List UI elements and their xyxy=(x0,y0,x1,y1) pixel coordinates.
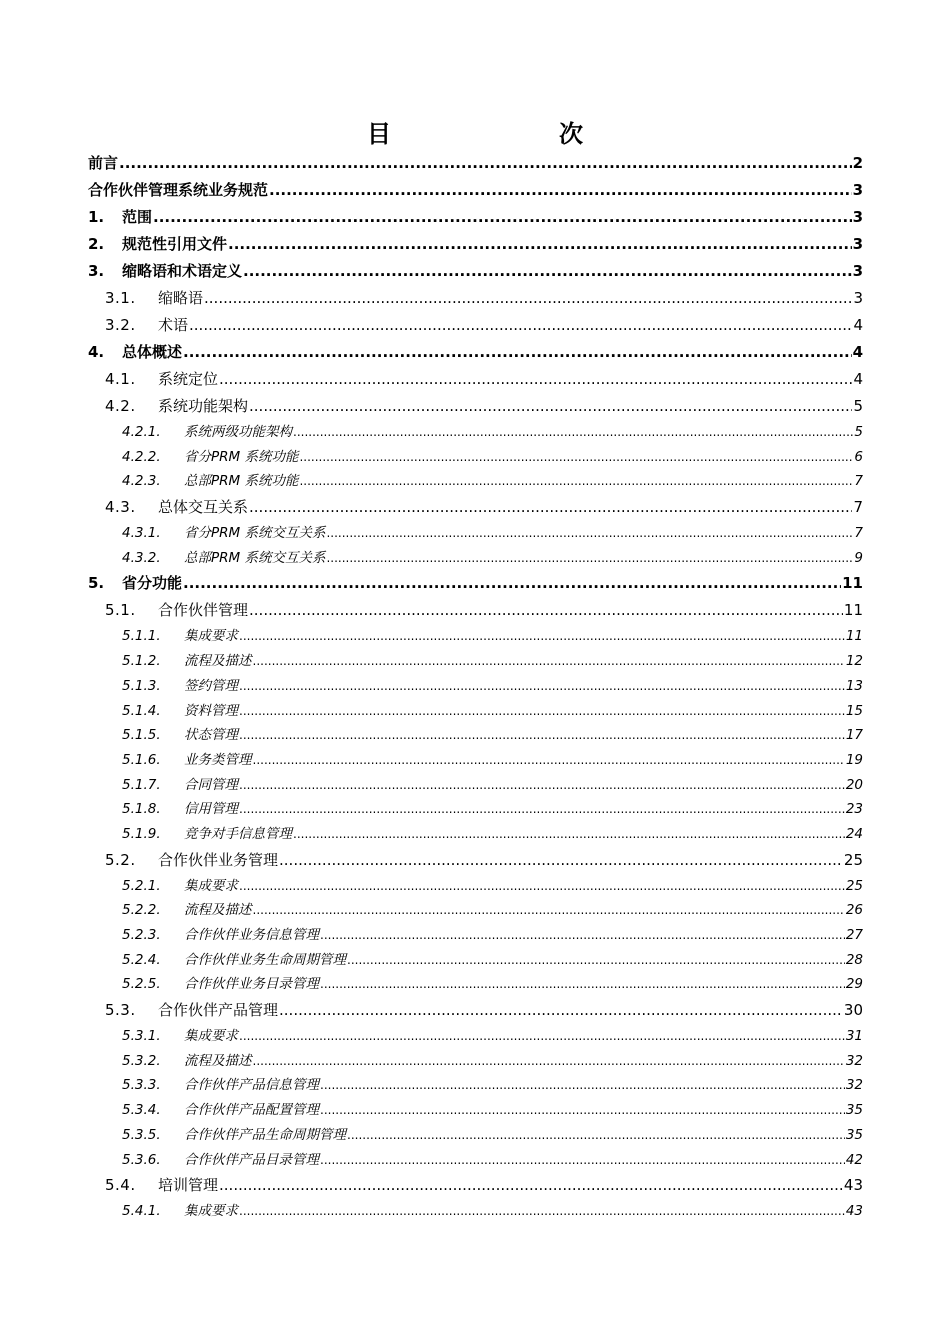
toc-entry-page: 11 xyxy=(843,601,863,620)
toc-entry[interactable] xyxy=(88,624,863,649)
toc-entry-page: 3 xyxy=(852,262,863,280)
toc-entry-number: 5.1.3. xyxy=(122,677,161,694)
toc-entry-title: 省分PRM 系统交互关系 xyxy=(184,525,326,542)
toc-entry-title: 合作伙伴产品管理 xyxy=(158,1001,279,1020)
toc-entry[interactable] xyxy=(88,494,863,521)
toc-dot-leader xyxy=(228,231,852,258)
toc-dot-leader xyxy=(279,997,843,1024)
toc-dot-leader xyxy=(253,1049,845,1074)
toc-entry-title: 术语 xyxy=(158,316,189,334)
toc-entry[interactable] xyxy=(88,822,863,847)
toc-entry-page: 24 xyxy=(845,825,863,842)
toc-entry-title: 省分功能 xyxy=(122,574,183,593)
toc-dot-leader xyxy=(269,177,852,204)
toc-entry-title: 集成要求 xyxy=(184,628,238,645)
toc-entry-number: 4.2.2. xyxy=(122,448,161,465)
toc-entry-page: 9 xyxy=(854,549,863,566)
toc-entry-number: 5.4. xyxy=(105,1176,136,1195)
toc-dot-leader xyxy=(320,1073,845,1098)
toc-entry[interactable] xyxy=(88,1049,863,1074)
toc-entry-title: 竞争对手信息管理 xyxy=(184,825,292,842)
toc-entry-number: 4.3. xyxy=(105,498,136,517)
toc-entry-number: 5.2.1. xyxy=(122,877,161,894)
toc-dot-leader xyxy=(326,546,853,571)
toc-entry[interactable] xyxy=(88,546,863,571)
toc-entry[interactable] xyxy=(88,1123,863,1148)
toc-entry-number: 5.1.4. xyxy=(122,702,161,719)
toc-entry-number: 5.1.9. xyxy=(122,825,161,842)
toc-entry-title: 合作伙伴产品信息管理 xyxy=(184,1077,319,1094)
toc-entry[interactable] xyxy=(88,231,863,258)
toc-entry-page: 19 xyxy=(845,751,863,768)
toc-entry-number: 5. xyxy=(88,574,105,593)
toc-entry[interactable] xyxy=(88,150,863,177)
toc-entry-title: 系统定位 xyxy=(158,370,219,388)
toc-entry-page: 2 xyxy=(852,154,863,172)
toc-entry-title: 集成要求 xyxy=(184,877,238,894)
toc-entry[interactable] xyxy=(88,972,863,997)
toc-dot-leader xyxy=(293,420,853,445)
toc-entry-title: 前言 xyxy=(88,154,119,172)
toc-entry[interactable] xyxy=(88,445,863,470)
toc-entry-page: 25 xyxy=(843,850,863,869)
toc-dot-leader xyxy=(239,874,845,899)
toc-entry-number: 5.1.6. xyxy=(122,751,161,768)
toc-dot-leader xyxy=(219,366,852,393)
toc-dot-leader xyxy=(239,1199,845,1224)
toc-dot-leader xyxy=(279,847,843,874)
toc-entry-title: 省分PRM 系统功能 xyxy=(184,448,299,465)
toc-entry-number: 3. xyxy=(88,262,105,280)
toc-dot-leader xyxy=(239,773,845,798)
toc-dot-leader xyxy=(183,570,841,597)
toc-entry[interactable] xyxy=(88,570,863,597)
toc-entry-number: 5.1.2. xyxy=(122,653,161,670)
toc-entry-number: 5.2.4. xyxy=(122,951,161,968)
toc-entry-page: 20 xyxy=(845,776,863,793)
toc-entry-title: 签约管理 xyxy=(184,677,238,694)
toc-entry-page: 30 xyxy=(843,1001,863,1020)
toc-dot-leader xyxy=(320,1148,845,1173)
toc-entry-number: 5.3.6. xyxy=(122,1151,161,1168)
toc-entry-page: 32 xyxy=(845,1052,863,1069)
toc-entry-page: 32 xyxy=(845,1077,863,1094)
toc-entry-number: 5.2.2. xyxy=(122,902,161,919)
toc-dot-leader xyxy=(239,797,845,822)
toc-entry-title: 合作伙伴管理 xyxy=(158,601,249,620)
toc-entry[interactable] xyxy=(88,339,863,366)
toc-entry[interactable] xyxy=(88,748,863,773)
toc-title: 目 次 xyxy=(367,119,623,148)
toc-entry-title: 系统两级功能架构 xyxy=(184,424,292,440)
toc-entry-title: 培训管理 xyxy=(158,1176,219,1195)
toc-dot-leader xyxy=(253,898,845,923)
toc-dot-leader xyxy=(249,393,852,420)
toc-entry-page: 25 xyxy=(845,877,863,894)
toc-entry[interactable] xyxy=(88,847,863,874)
toc-entry-title: 总部PRM 系统交互关系 xyxy=(184,549,326,566)
toc-entry-title: 集成要求 xyxy=(184,1203,238,1220)
toc-entry-number: 4.2. xyxy=(105,397,136,415)
toc-entry-title: 合作伙伴产品生命周期管理 xyxy=(184,1126,346,1143)
toc-entry-title: 资料管理 xyxy=(184,702,238,719)
toc-dot-leader xyxy=(219,1172,843,1199)
toc-entry[interactable] xyxy=(88,521,863,546)
toc-entry-number: 5.1.5. xyxy=(122,727,161,744)
toc-dot-leader xyxy=(239,723,845,748)
toc-entry-title: 信用管理 xyxy=(184,801,238,818)
toc-dot-leader xyxy=(320,923,845,948)
toc-entry-title: 缩略语 xyxy=(158,289,204,307)
toc-entry-title: 总体交互关系 xyxy=(158,498,249,517)
toc-entry-title: 流程及描述 xyxy=(184,653,252,670)
toc-entry-number: 5.1.8. xyxy=(122,801,161,818)
toc-entry-page: 3 xyxy=(853,289,863,307)
toc-entry-number: 5.1. xyxy=(105,601,136,620)
toc-entry[interactable] xyxy=(88,898,863,923)
toc-entry[interactable] xyxy=(88,773,863,798)
toc-entry-number: 5.3.4. xyxy=(122,1102,161,1119)
toc-entry-page: 5 xyxy=(853,397,863,415)
toc-entry[interactable] xyxy=(88,923,863,948)
toc-entry-title: 合作伙伴产品配置管理 xyxy=(184,1102,319,1119)
toc-entry-page: 42 xyxy=(845,1151,863,1168)
toc-entry[interactable] xyxy=(88,1148,863,1173)
toc-entry[interactable] xyxy=(88,469,863,494)
toc-entry-number: 5.3.1. xyxy=(122,1028,161,1045)
toc-entry-page: 27 xyxy=(845,927,863,943)
toc-dot-leader xyxy=(249,597,843,624)
toc-entry-title: 合作伙伴业务目录管理 xyxy=(184,976,319,993)
toc-entry-page: 26 xyxy=(845,902,863,919)
toc-entry-number: 4.3.2. xyxy=(122,549,161,566)
toc-dot-leader xyxy=(347,1123,845,1148)
toc-entry-page: 3 xyxy=(852,181,863,199)
toc-entry-page: 3 xyxy=(852,235,863,253)
toc-entry-page: 12 xyxy=(845,653,863,670)
toc-dot-leader xyxy=(204,285,852,312)
toc-entry-title: 合作伙伴管理系统业务规范 xyxy=(88,181,269,199)
toc-entry-page: 7 xyxy=(853,498,863,517)
toc-entry-number: 5.2.3. xyxy=(122,927,161,943)
toc-entry[interactable] xyxy=(88,997,863,1024)
toc-dot-leader xyxy=(239,699,845,724)
toc-entry[interactable] xyxy=(88,597,863,624)
toc-dot-leader xyxy=(320,972,845,997)
toc-entry-page: 17 xyxy=(845,727,863,744)
toc-entry-number: 5.2.5. xyxy=(122,976,161,993)
toc-entry-page: 4 xyxy=(853,316,863,334)
toc-entry-title: 范围 xyxy=(122,208,153,226)
toc-entry-page: 31 xyxy=(845,1028,863,1045)
toc-entry[interactable] xyxy=(88,177,863,204)
toc-dot-leader xyxy=(299,469,853,494)
toc-entry-page: 29 xyxy=(845,976,863,993)
toc-entry-page: 11 xyxy=(845,628,863,645)
toc-entry[interactable] xyxy=(88,948,863,973)
toc-entry-number: 1. xyxy=(88,208,105,226)
toc-entry-number: 5.3.3. xyxy=(122,1077,161,1094)
toc-dot-leader xyxy=(347,948,845,973)
toc-entry-page: 7 xyxy=(854,473,863,490)
toc-entry-number: 3.2. xyxy=(105,316,136,334)
toc-entry-number: 4.2.3. xyxy=(122,473,161,490)
toc-dot-leader xyxy=(119,150,852,177)
toc-entry-page: 6 xyxy=(854,448,863,465)
toc-dot-leader xyxy=(153,204,852,231)
toc-entry[interactable] xyxy=(88,1199,863,1224)
toc-entry-number: 5.1.1. xyxy=(122,628,161,645)
toc-dot-leader xyxy=(183,339,852,366)
toc-entry-title: 合作伙伴业务生命周期管理 xyxy=(184,951,346,968)
toc-entry-title: 总部PRM 系统功能 xyxy=(184,473,299,490)
toc-entry-title: 合同管理 xyxy=(184,776,238,793)
toc-entry[interactable] xyxy=(88,797,863,822)
toc-entry-number: 5.3.2. xyxy=(122,1052,161,1069)
toc-entry[interactable] xyxy=(88,366,863,393)
toc-entry[interactable] xyxy=(88,649,863,674)
toc-dot-leader xyxy=(239,1024,845,1049)
table-of-contents xyxy=(88,150,863,1224)
toc-entry[interactable] xyxy=(88,420,863,445)
toc-entry-title: 流程及描述 xyxy=(184,1052,252,1069)
toc-dot-leader xyxy=(326,521,853,546)
toc-entry[interactable] xyxy=(88,1024,863,1049)
toc-entry-number: 4.2.1. xyxy=(122,424,161,440)
toc-entry-page: 3 xyxy=(852,208,863,226)
toc-entry-number: 5.3. xyxy=(105,1001,136,1020)
toc-entry-page: 23 xyxy=(845,801,863,818)
toc-dot-leader xyxy=(239,674,845,699)
toc-entry-page: 4 xyxy=(853,370,863,388)
toc-dot-leader xyxy=(253,649,845,674)
toc-entry[interactable] xyxy=(88,258,863,285)
toc-entry[interactable] xyxy=(88,674,863,699)
toc-entry-page: 5 xyxy=(854,424,863,440)
toc-entry-page: 11 xyxy=(842,574,863,593)
toc-entry[interactable] xyxy=(88,723,863,748)
toc-entry[interactable] xyxy=(88,699,863,724)
toc-entry-page: 35 xyxy=(845,1102,863,1119)
toc-entry[interactable] xyxy=(88,1073,863,1098)
toc-entry-title: 规范性引用文件 xyxy=(122,235,228,253)
toc-entry-title: 缩略语和术语定义 xyxy=(122,262,243,280)
toc-entry-title: 集成要求 xyxy=(184,1028,238,1045)
toc-entry[interactable] xyxy=(88,312,863,339)
toc-entry-title: 总体概述 xyxy=(122,343,183,361)
toc-entry-number: 5.1.7. xyxy=(122,776,161,793)
toc-entry-title: 合作伙伴产品目录管理 xyxy=(184,1151,319,1168)
toc-entry-page: 43 xyxy=(845,1203,863,1220)
toc-entry-title: 合作伙伴业务管理 xyxy=(158,850,279,869)
toc-entry-page: 15 xyxy=(845,702,863,719)
toc-entry-page: 4 xyxy=(852,343,863,361)
toc-entry[interactable] xyxy=(88,874,863,899)
toc-entry-number: 3.1. xyxy=(105,289,136,307)
toc-dot-leader xyxy=(243,258,852,285)
toc-dot-leader xyxy=(320,1098,845,1123)
toc-entry-number: 5.3.5. xyxy=(122,1126,161,1143)
toc-entry-title: 流程及描述 xyxy=(184,902,252,919)
toc-entry[interactable] xyxy=(88,204,863,231)
toc-entry-title: 业务类管理 xyxy=(184,751,252,768)
toc-entry-number: 5.4.1. xyxy=(122,1203,161,1220)
toc-entry[interactable] xyxy=(88,1172,863,1199)
toc-entry[interactable] xyxy=(88,285,863,312)
toc-dot-leader xyxy=(239,624,845,649)
toc-entry-page: 43 xyxy=(843,1176,863,1195)
toc-entry-page: 13 xyxy=(845,677,863,694)
toc-entry-number: 4. xyxy=(88,343,105,361)
toc-entry-number: 5.2. xyxy=(105,850,136,869)
toc-entry-number: 4.1. xyxy=(105,370,136,388)
toc-entry-number: 4.3.1. xyxy=(122,525,161,542)
toc-entry[interactable] xyxy=(88,1098,863,1123)
toc-entry-title: 状态管理 xyxy=(184,727,238,744)
toc-entry-page: 28 xyxy=(845,951,863,968)
toc-entry-page: 7 xyxy=(854,525,863,542)
toc-entry-page: 35 xyxy=(845,1126,863,1143)
toc-entry-number: 2. xyxy=(88,235,105,253)
toc-dot-leader xyxy=(189,312,852,339)
toc-dot-leader xyxy=(253,748,845,773)
toc-dot-leader xyxy=(249,494,852,521)
toc-entry-title: 系统功能架构 xyxy=(158,397,249,415)
toc-entry[interactable] xyxy=(88,393,863,420)
toc-entry-title: 合作伙伴业务信息管理 xyxy=(184,927,319,943)
toc-dot-leader xyxy=(293,822,845,847)
toc-dot-leader xyxy=(299,445,853,470)
